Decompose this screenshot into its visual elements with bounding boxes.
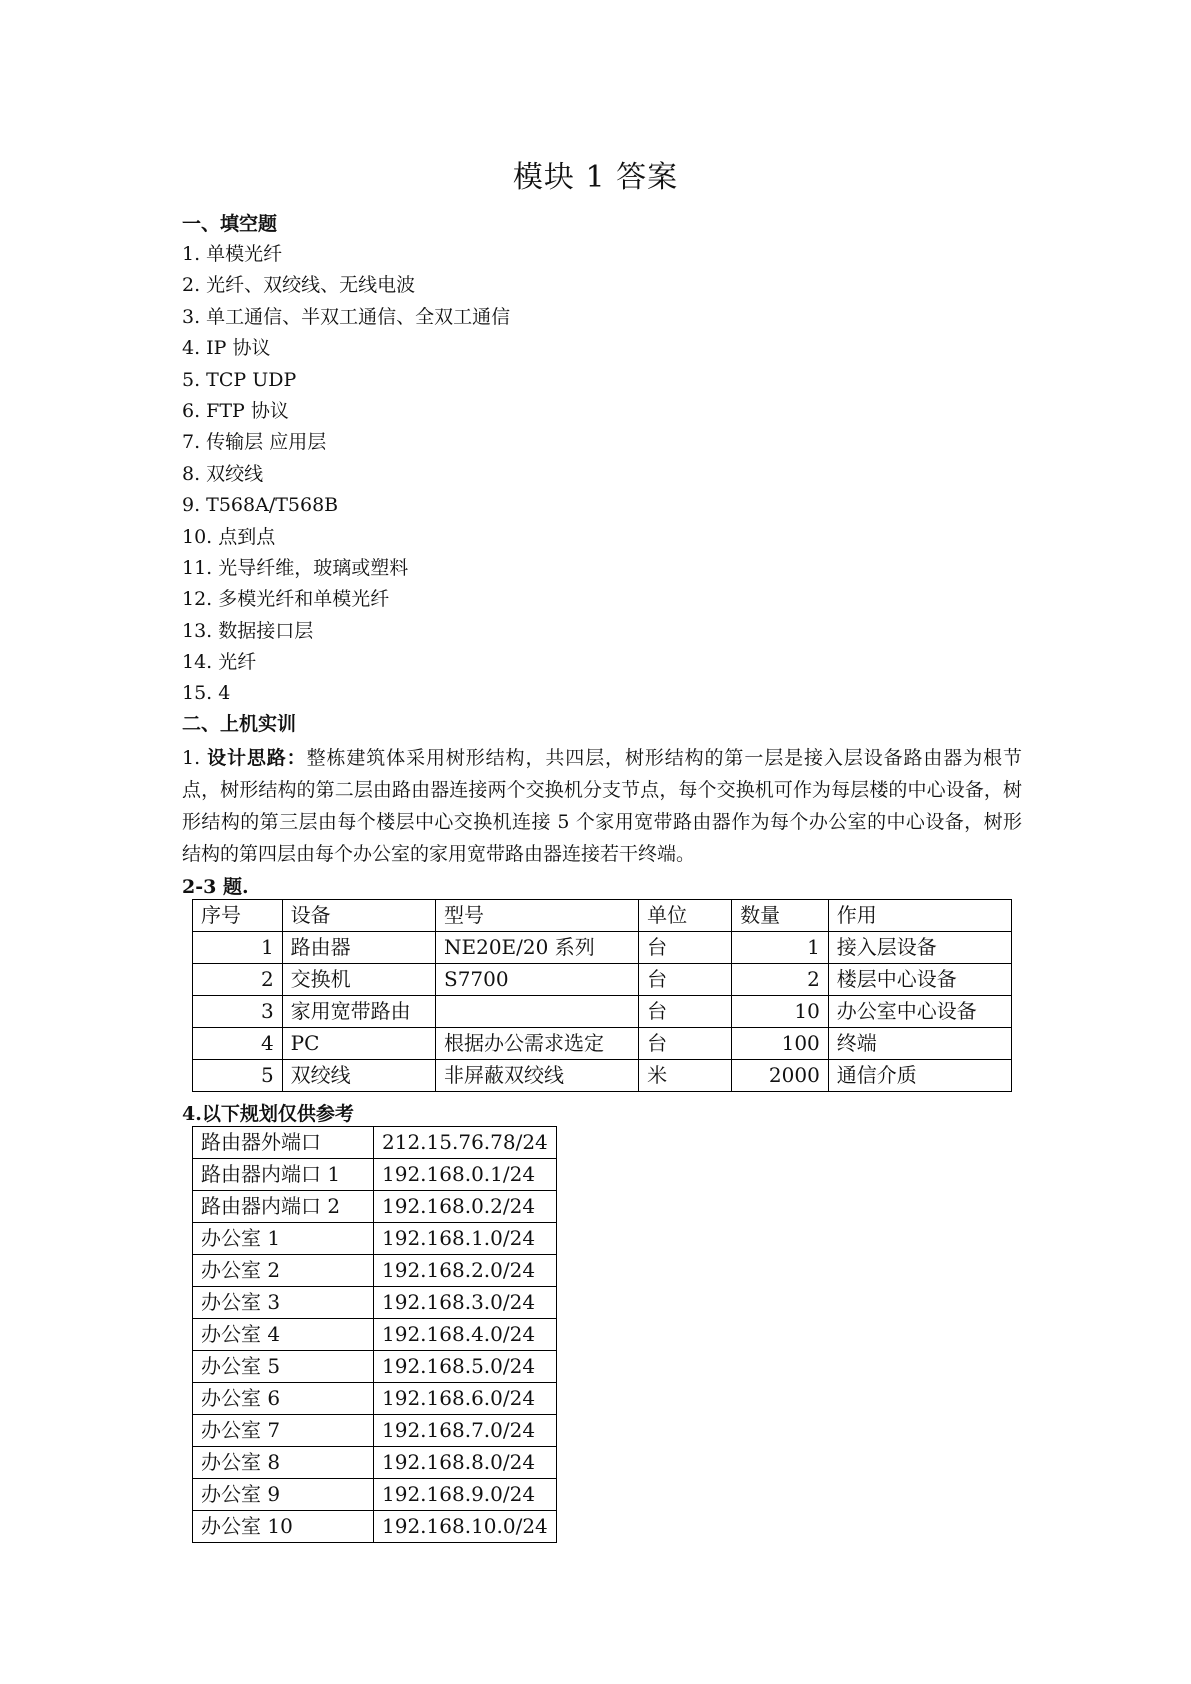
table-row — [193, 1319, 557, 1351]
table-row — [193, 1479, 557, 1511]
table-cell: 家用宽带路由 — [282, 996, 435, 1028]
table-cell: 非屏蔽双绞线 — [436, 1060, 639, 1092]
ip-address-cell: 192.168.6.0/24 — [374, 1383, 557, 1415]
table-header-cell: 数量 — [732, 900, 829, 932]
table-cell: 米 — [639, 1060, 732, 1092]
ip-name-cell: 办公室 6 — [193, 1383, 374, 1415]
list-item: 7. 传输层 应用层 — [182, 431, 327, 454]
table-row — [193, 1223, 557, 1255]
list-item: 15. 4 — [182, 682, 231, 705]
table-cell: 1 — [193, 932, 283, 964]
table-cell: 3 — [193, 996, 283, 1028]
section-heading-fill-blanks: 一、填空题 — [182, 213, 278, 235]
ip-name-cell: 办公室 9 — [193, 1479, 374, 1511]
table-heading-2-3: 2-3 题. — [182, 876, 249, 898]
list-item: 3. 单工通信、半双工通信、全双工通信 — [182, 305, 511, 328]
table-row — [193, 996, 1012, 1028]
table-cell: 接入层设备 — [828, 932, 1011, 964]
design-idea-label: 设计思路： — [207, 747, 307, 769]
table-row — [193, 1028, 1012, 1060]
list-item: 13. 数据接口层 — [182, 619, 314, 642]
list-item: 6. FTP 协议 — [182, 399, 289, 422]
list-item: 9. T568A/T568B — [182, 494, 339, 517]
ip-plan-table — [192, 1126, 557, 1543]
ip-address-cell: 192.168.7.0/24 — [374, 1415, 557, 1447]
table-cell: S7700 — [436, 964, 639, 996]
table-cell: 10 — [732, 996, 829, 1028]
item-number: 1. — [182, 747, 208, 769]
table-cell: 2 — [732, 964, 829, 996]
page-title: 模块 1 答案 — [512, 160, 679, 195]
table-cell: 路由器 — [282, 932, 435, 964]
list-item: 14. 光纤 — [182, 651, 257, 674]
table-row — [193, 1351, 557, 1383]
table-row — [193, 1127, 557, 1159]
table-cell: NE20E/20 系列 — [436, 932, 639, 964]
ip-address-cell: 192.168.4.0/24 — [374, 1319, 557, 1351]
table-row — [193, 1191, 557, 1223]
ip-name-cell: 办公室 10 — [193, 1511, 374, 1543]
list-item: 10. 点到点 — [182, 525, 276, 548]
table-row — [193, 1287, 557, 1319]
table-row — [193, 1447, 557, 1479]
table-cell: 5 — [193, 1060, 283, 1092]
fill-blank-answers — [182, 239, 510, 710]
ip-name-cell: 办公室 3 — [193, 1287, 374, 1319]
table-header-cell: 单位 — [639, 900, 732, 932]
table-row — [193, 932, 1012, 964]
ip-name-cell: 办公室 5 — [193, 1351, 374, 1383]
table-cell: 台 — [639, 932, 732, 964]
ip-name-cell: 办公室 2 — [193, 1255, 374, 1287]
design-idea-paragraph — [182, 742, 1022, 870]
table-header-cell: 设备 — [282, 900, 435, 932]
list-item: 2. 光纤、双绞线、无线电波 — [182, 274, 416, 297]
ip-address-cell: 192.168.3.0/24 — [374, 1287, 557, 1319]
table-row — [193, 1511, 557, 1543]
table-cell: 办公室中心设备 — [828, 996, 1011, 1028]
ip-address-cell: 192.168.0.2/24 — [374, 1191, 557, 1223]
section-heading-practice: 二、上机实训 — [182, 713, 297, 735]
table-row — [193, 1255, 557, 1287]
ip-address-cell: 192.168.1.0/24 — [374, 1223, 557, 1255]
list-item: 8. 双绞线 — [182, 462, 264, 485]
table-header-cell: 型号 — [436, 900, 639, 932]
table-row — [193, 1415, 557, 1447]
table-cell: 1 — [732, 932, 829, 964]
ip-address-cell: 192.168.0.1/24 — [374, 1159, 557, 1191]
ip-name-cell: 办公室 4 — [193, 1319, 374, 1351]
list-item: 4. IP 协议 — [182, 337, 271, 360]
table-cell: 双绞线 — [282, 1060, 435, 1092]
table-header-cell: 序号 — [193, 900, 283, 932]
ip-address-cell: 192.168.2.0/24 — [374, 1255, 557, 1287]
table-cell: 根据办公需求选定 — [436, 1028, 639, 1060]
table-row — [193, 1383, 557, 1415]
design-idea-text: 整栋建筑体采用树形结构，共四层，树形结构的第一层是接入层设备路由器为根节点，树形结构的第二层由路由器连接两个交换机分支节点，每个交换机可作为每层楼的中心设备，树形结构的第三层由每个楼层中心交换机连接 5 个家用宽带路由器作为每个办公室的中心设备，树形结构的第四层由每个办公室的家用宽带路由器连接若干终端。 — [182, 747, 1022, 865]
table-cell: 楼层中心设备 — [828, 964, 1011, 996]
ip-name-cell: 路由器外端口 — [193, 1127, 374, 1159]
ip-address-cell: 192.168.9.0/24 — [374, 1479, 557, 1511]
table-cell: 台 — [639, 964, 732, 996]
ip-name-cell: 路由器内端口 1 — [193, 1159, 374, 1191]
table-cell: 台 — [639, 1028, 732, 1060]
list-item: 1. 单模光纤 — [182, 243, 283, 265]
ip-name-cell: 办公室 1 — [193, 1223, 374, 1255]
table-header-row — [193, 900, 1012, 932]
ip-address-cell: 192.168.5.0/24 — [374, 1351, 557, 1383]
ip-name-cell: 路由器内端口 2 — [193, 1191, 374, 1223]
table-cell: PC — [282, 1028, 435, 1060]
table-cell: 2 — [193, 964, 283, 996]
ip-name-cell: 办公室 7 — [193, 1415, 374, 1447]
table-cell: 通信介质 — [828, 1060, 1011, 1092]
table-cell: 4 — [193, 1028, 283, 1060]
list-item: 11. 光导纤维，玻璃或塑料 — [182, 556, 409, 579]
ip-address-cell: 192.168.8.0/24 — [374, 1447, 557, 1479]
ip-address-cell: 212.15.76.78/24 — [374, 1127, 557, 1159]
ip-plan-heading: 4.以下规划仅供参考 — [182, 1103, 354, 1125]
table-row — [193, 964, 1012, 996]
table-header-cell: 作用 — [828, 900, 1011, 932]
table-cell: 100 — [732, 1028, 829, 1060]
table-row — [193, 1159, 557, 1191]
list-item: 5. TCP UDP — [182, 368, 297, 391]
ip-address-cell: 192.168.10.0/24 — [374, 1511, 557, 1543]
table-cell: 交换机 — [282, 964, 435, 996]
list-item: 12. 多模光纤和单模光纤 — [182, 588, 390, 611]
table-cell: 终端 — [828, 1028, 1011, 1060]
ip-name-cell: 办公室 8 — [193, 1447, 374, 1479]
table-cell — [436, 996, 639, 1028]
table-row — [193, 1060, 1012, 1092]
equipment-table — [192, 899, 1012, 1092]
table-cell: 台 — [639, 996, 732, 1028]
table-cell: 2000 — [732, 1060, 829, 1092]
